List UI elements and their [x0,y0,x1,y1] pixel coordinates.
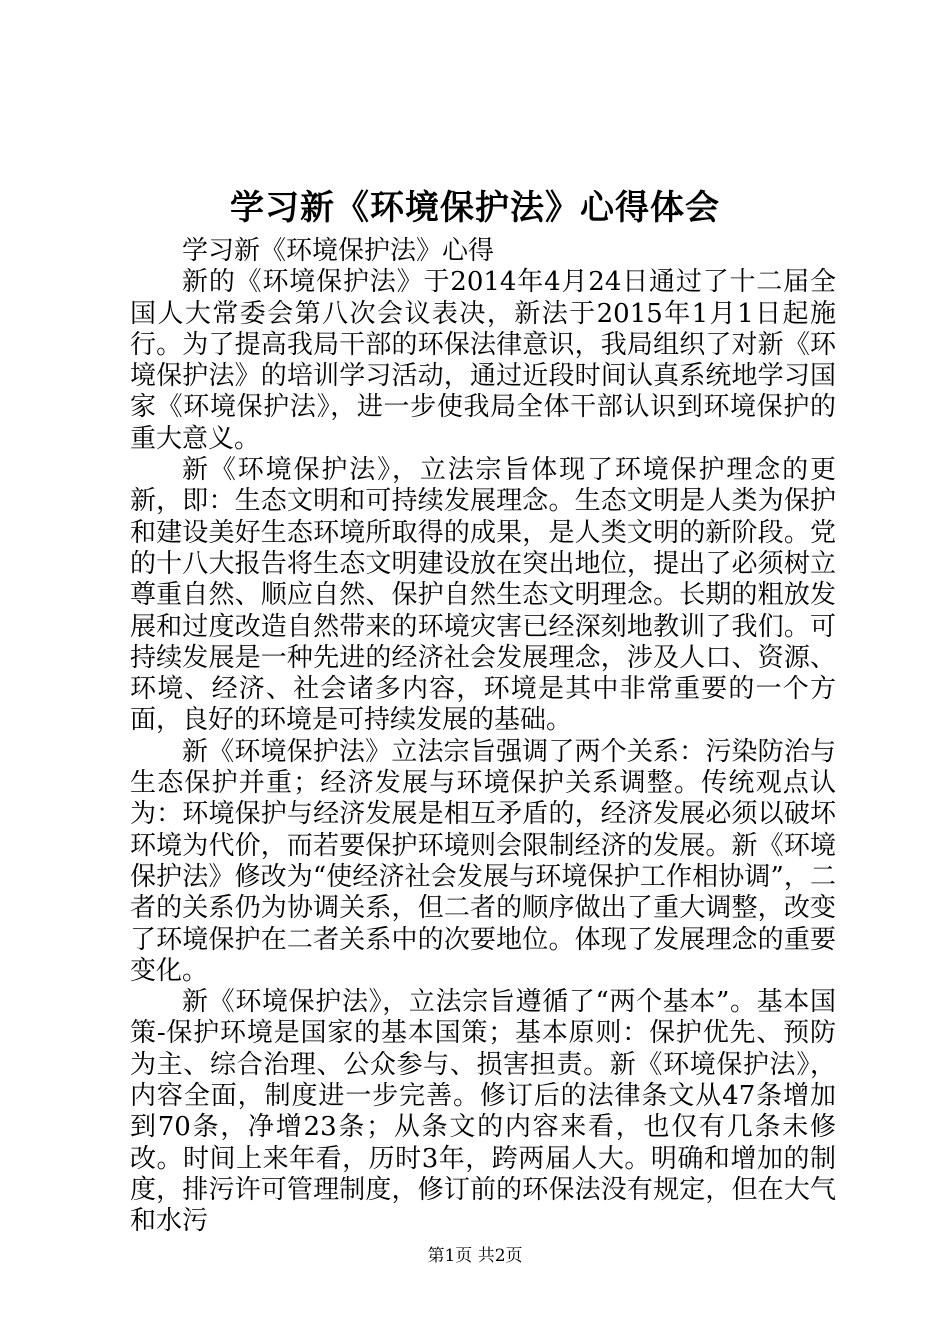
page-footer: 第1页 共2页 [427,1246,523,1266]
document-body [130,236,836,1238]
paragraph-4: 新《环境保护法》，立法宗旨遵循了“两个基本”。基本国策-保护环境是国家的基本国策；基本原则：保护优先、预防为主、综合治理、公众参与、损害担责。新《环境保护法》，内容全面，制度进一步完善。修订后的法律条文从47条增加到70条，净增23条；从条文的内容来看，也仅有几条未修改。时间上来年看，历时3年，跨两届人大。明确和增加的制度，排污许可管理制度，修订前的环保法没有规定，但在大气和水污 [130,987,836,1237]
paragraph-2: 新《环境保护法》，立法宗旨体现了环境保护理念的更新，即：生态文明和可持续发展理念。生态文明是人类为保护和建设美好生态环境所取得的成果，是人类文明的新阶段。党的十八大报告将生态文明建设放在突出地位，提出了必须树立尊重自然、顺应自然、保护自然生态文明理念。长期的粗放发展和过度改造自然带来的环境灾害已经深刻地教训了我们。可持续发展是一种先进的经济社会发展理念，涉及人口、资源、环境、经济、社会诸多内容，环境是其中非常重要的一个方面，良好的环境是可持续发展的基础。 [130,455,836,736]
paragraph-subtitle: 学习新《环境保护法》心得 [182,236,495,266]
document-title: 学习新《环境保护法》心得体会 [230,188,720,228]
paragraph-1: 新的《环境保护法》于2014年4月24日通过了十二届全国人大常委会第八次会议表决，新法于2015年1月1日起施行。为了提高我局干部的环保法律意识，我局组织了对新《环境保护法》的培训学习活动，通过近段时间认真系统地学习国家《环境保护法》，进一步使我局全体干部认识到环境保护的重大意义。 [130,267,836,454]
paragraph-3: 新《环境保护法》立法宗旨强调了两个关系：污染防治与生态保护并重；经济发展与环境保护关系调整。传统观点认为：环境保护与经济发展是相互矛盾的，经济发展必须以破坏环境为代价，而若要保护环境则会限制经济的发展。新《环境保护法》修改为“使经济社会发展与环境保护工作相协调”，二者的关系仍为协调关系，但二者的顺序做出了重大调整，改变了环境保护在二者关系中的次要地位。体现了发展理念的重要变化。 [130,736,836,986]
